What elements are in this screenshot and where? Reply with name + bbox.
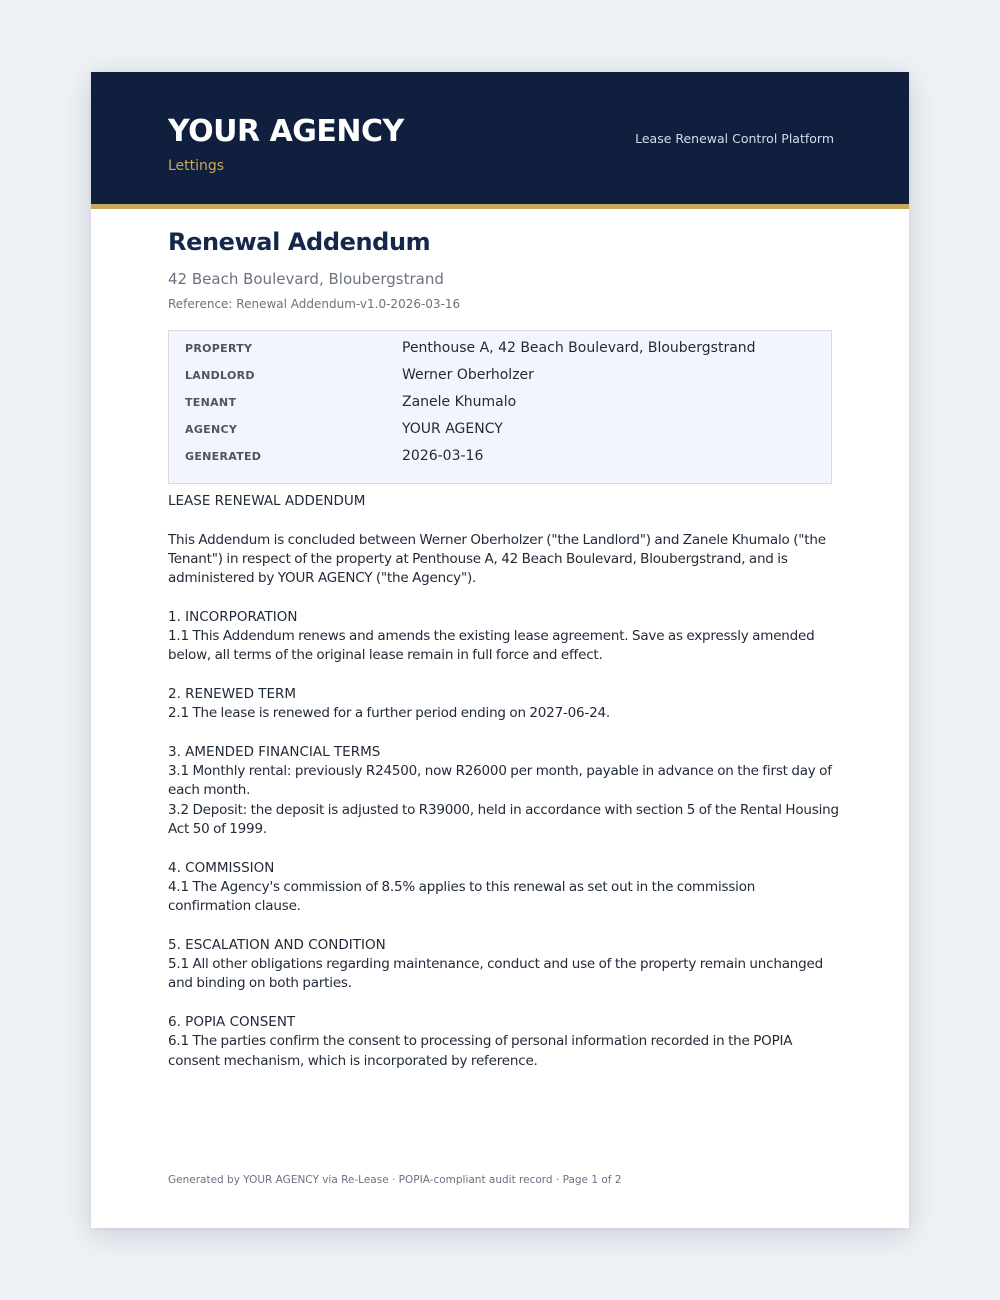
summary-label: GENERATED xyxy=(185,450,262,463)
addendum-heading: LEASE RENEWAL ADDENDUM xyxy=(168,493,366,509)
summary-label: PROPERTY xyxy=(185,342,253,355)
agency-division: Lettings xyxy=(168,158,225,174)
section-title: 6. POPIA CONSENT xyxy=(168,1014,296,1031)
addendum-body xyxy=(168,492,840,1071)
section-title: 1. INCORPORATION xyxy=(168,608,298,625)
section-title: 5. ESCALATION AND CONDITION xyxy=(168,936,386,953)
clause-text: 6.1 The parties confirm the consent to processing of personal information recorded in the POPIA consent mechanism, which is incorporated by reference. xyxy=(168,1033,793,1069)
platform-name: Lease Renewal Control Platform xyxy=(635,131,834,146)
agency-name: YOUR AGENCY xyxy=(168,114,404,149)
summary-value: Werner Oberholzer xyxy=(402,367,534,383)
summary-row-agency xyxy=(169,416,831,443)
summary-label: LANDLORD xyxy=(185,369,255,382)
clause-text: 4.1 The Agency's commission of 8.5% applies to this renewal as set out in the commission confirmation clause. xyxy=(168,878,756,915)
clause-text: 3.1 Monthly rental: previously R24500, now R26000 per month, payable in advance on the first day of each month. xyxy=(168,763,832,799)
summary-value: YOUR AGENCY xyxy=(402,421,503,437)
section-title: 3. AMENDED FINANCIAL TERMS xyxy=(168,743,381,760)
document-reference: Reference: Renewal Addendum-v1.0-2026-03-16 xyxy=(168,297,461,311)
document-title: Renewal Addendum xyxy=(168,228,431,256)
summary-row-generated xyxy=(169,443,831,470)
addendum-intro: This Addendum is concluded between Werner Oberholzer ("the Landlord") and Zanele Khumalo ("the Tenant") in respect of the property at Penthouse A, 42 Beach Boulevard, Bloubergstrand, and is administered by YOUR AGENCY ("the Agency"). xyxy=(168,531,826,587)
summary-row-landlord xyxy=(169,362,831,389)
clause-text: 5.1 All other obligations regarding maintenance, conduct and use of the property remain unchanged and binding on both parties. xyxy=(168,956,823,992)
summary-table xyxy=(168,330,832,484)
document-page xyxy=(91,72,909,1228)
header-gold-rule xyxy=(91,204,909,209)
clause-text: 1.1 This Addendum renews and amends the existing lease agreement. Save as expressly amended below, all terms of the original lease remain in full force and effect. xyxy=(168,628,815,664)
summary-label: TENANT xyxy=(185,396,237,409)
section-title: 4. COMMISSION xyxy=(168,859,275,876)
summary-value: 2026-03-16 xyxy=(402,448,484,464)
letterhead xyxy=(91,72,909,204)
section-title: 2. RENEWED TERM xyxy=(168,685,297,702)
page-footer: Generated by YOUR AGENCY via Re-Lease · POPIA-compliant audit record · Page 1 of 2 xyxy=(168,1174,622,1186)
summary-value: Zanele Khumalo xyxy=(402,394,517,410)
summary-row-tenant xyxy=(169,389,831,416)
summary-label: AGENCY xyxy=(185,423,238,436)
summary-row-property xyxy=(169,335,831,362)
clause-text: 2.1 The lease is renewed for a further period ending on 2027-06-24. xyxy=(168,705,610,722)
document-address: 42 Beach Boulevard, Bloubergstrand xyxy=(168,270,444,288)
summary-value: Penthouse A, 42 Beach Boulevard, Bloubergstrand xyxy=(402,340,756,356)
clause-text: 3.2 Deposit: the deposit is adjusted to R39000, held in accordance with section 5 of the Rental Housing Act 50 of 1999. xyxy=(168,801,839,838)
